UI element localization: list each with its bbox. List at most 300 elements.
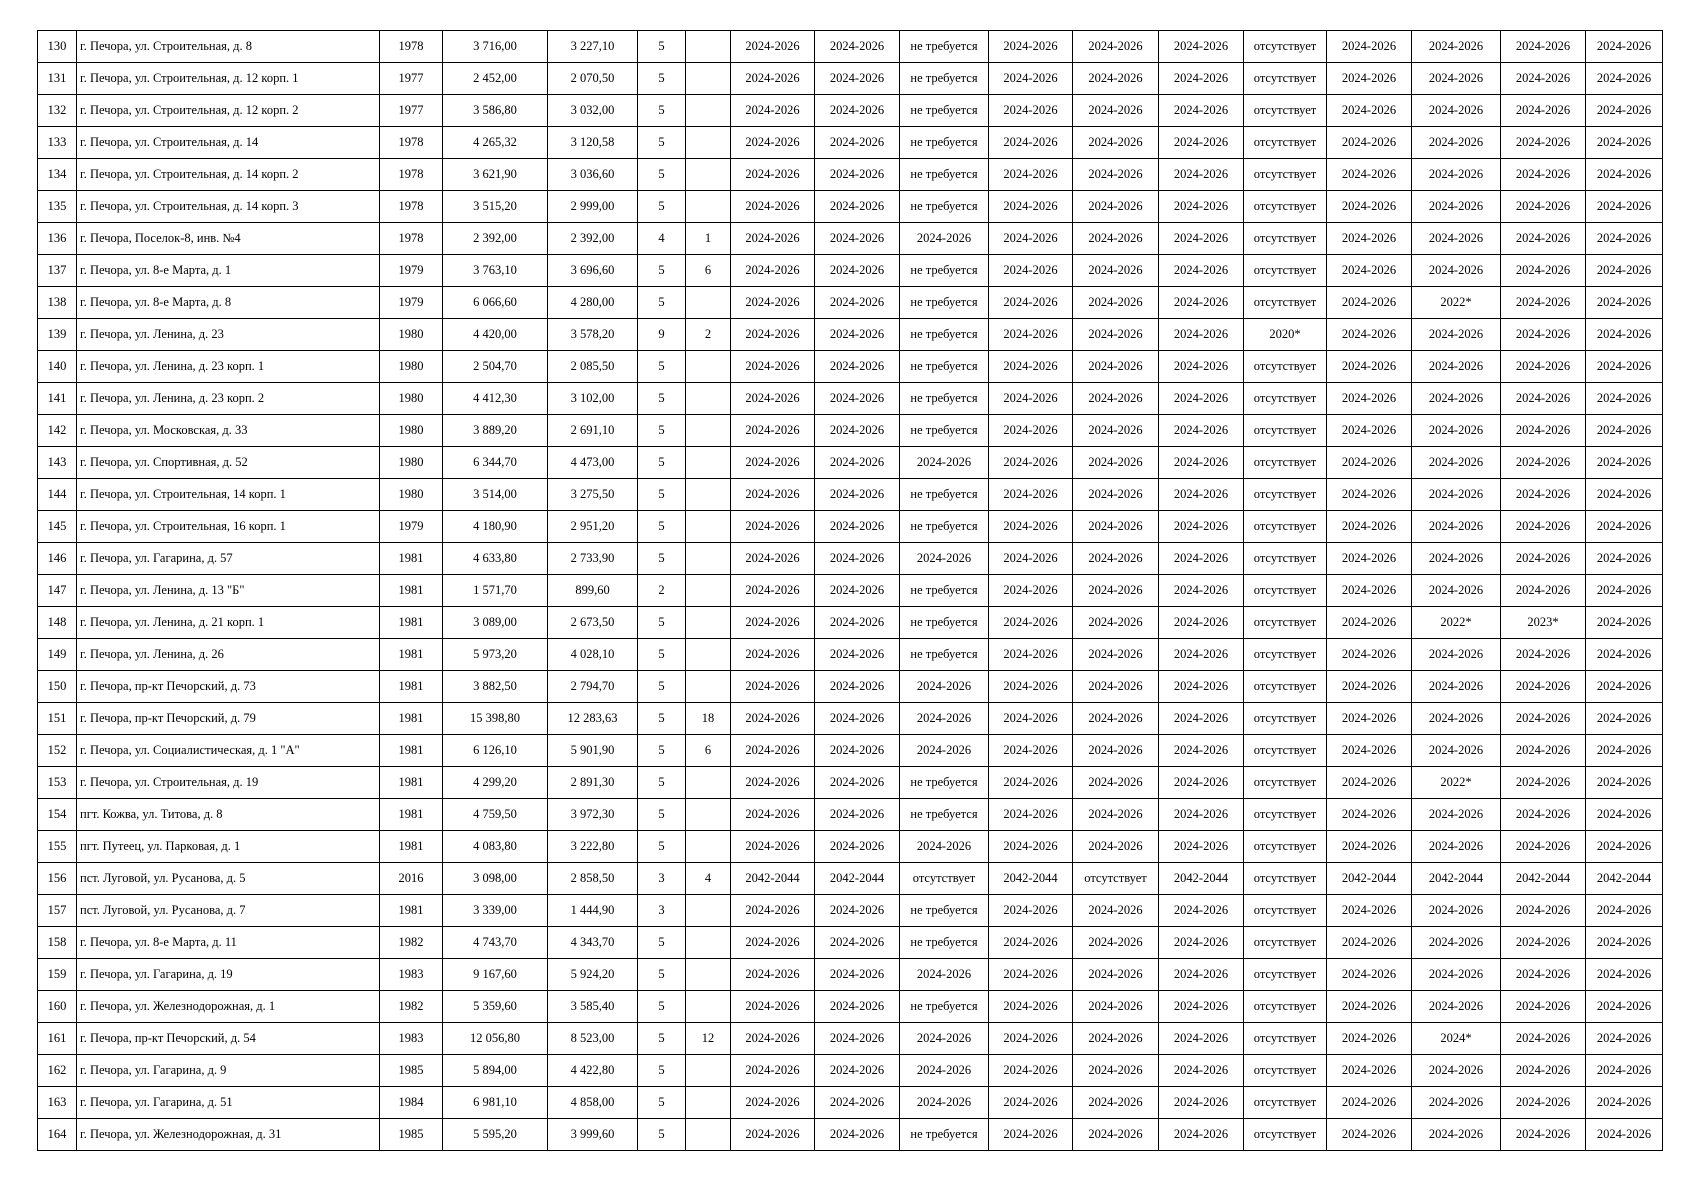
repair-period-cell-1: 2024-2026: [731, 319, 815, 351]
living-area-cell: 5 924,20: [548, 959, 638, 991]
row-number-cell: 136: [38, 223, 77, 255]
repair-period-cell-10: 2024-2026: [1501, 703, 1586, 735]
table-row: [38, 319, 1663, 351]
repair-period-cell-5: 2024-2026: [1073, 255, 1159, 287]
address-cell: г. Печора, ул. Социалистическая, д. 1 "А": [77, 735, 380, 767]
address-cell: г. Печора, ул. Строительная, д. 12 корп. 2: [77, 95, 380, 127]
floors-cell: 5: [638, 703, 686, 735]
repair-period-cell-8: 2024-2026: [1327, 671, 1412, 703]
total-area-cell: 6 126,10: [443, 735, 548, 767]
address-cell: г. Печора, ул. Строительная, д. 12 корп. 1: [77, 63, 380, 95]
repair-period-cell-7: отсутствует: [1244, 287, 1327, 319]
repair-period-cell-8: 2024-2026: [1327, 703, 1412, 735]
repair-period-cell-11: 2024-2026: [1586, 319, 1663, 351]
apartments-cell: [686, 767, 731, 799]
repair-period-cell-2: 2024-2026: [815, 351, 900, 383]
floors-cell: 5: [638, 191, 686, 223]
row-number-cell: 154: [38, 799, 77, 831]
repair-period-cell-3: не требуется: [900, 607, 989, 639]
repair-period-cell-2: 2024-2026: [815, 607, 900, 639]
repair-period-cell-9: 2024-2026: [1412, 959, 1501, 991]
total-area-cell: 3 621,90: [443, 159, 548, 191]
repair-period-cell-10: 2024-2026: [1501, 383, 1586, 415]
living-area-cell: 2 392,00: [548, 223, 638, 255]
repair-period-cell-6: 2024-2026: [1159, 671, 1244, 703]
living-area-cell: 4 343,70: [548, 927, 638, 959]
repair-period-cell-8: 2024-2026: [1327, 575, 1412, 607]
address-cell: г. Печора, ул. 8-е Марта, д. 8: [77, 287, 380, 319]
repair-period-cell-6: 2024-2026: [1159, 575, 1244, 607]
address-cell: г. Печора, ул. Строительная, д. 14 корп. 2: [77, 159, 380, 191]
row-number-cell: 140: [38, 351, 77, 383]
repair-period-cell-2: 2024-2026: [815, 575, 900, 607]
floors-cell: 5: [638, 1119, 686, 1151]
total-area-cell: 4 633,80: [443, 543, 548, 575]
row-number-cell: 145: [38, 511, 77, 543]
repair-period-cell-8: 2024-2026: [1327, 735, 1412, 767]
repair-period-cell-2: 2024-2026: [815, 543, 900, 575]
repair-period-cell-2: 2024-2026: [815, 447, 900, 479]
repair-period-cell-5: 2024-2026: [1073, 447, 1159, 479]
floors-cell: 5: [638, 1023, 686, 1055]
repair-period-cell-6: 2024-2026: [1159, 703, 1244, 735]
row-number-cell: 143: [38, 447, 77, 479]
repair-period-cell-2: 2024-2026: [815, 639, 900, 671]
repair-period-cell-7: отсутствует: [1244, 1119, 1327, 1151]
repair-period-cell-5: 2024-2026: [1073, 895, 1159, 927]
year-cell: 1978: [380, 159, 443, 191]
repair-period-cell-11: 2024-2026: [1586, 287, 1663, 319]
repair-period-cell-7: отсутствует: [1244, 895, 1327, 927]
repair-period-cell-2: 2024-2026: [815, 767, 900, 799]
repair-period-cell-10: 2024-2026: [1501, 1023, 1586, 1055]
repair-period-cell-10: 2024-2026: [1501, 159, 1586, 191]
repair-period-cell-3: не требуется: [900, 383, 989, 415]
row-number-cell: 132: [38, 95, 77, 127]
repair-period-cell-7: отсутствует: [1244, 959, 1327, 991]
address-cell: г. Печора, ул. Ленина, д. 13 "Б": [77, 575, 380, 607]
year-cell: 1981: [380, 639, 443, 671]
repair-period-cell-1: 2024-2026: [731, 479, 815, 511]
repair-period-cell-8: 2024-2026: [1327, 319, 1412, 351]
row-number-cell: 148: [38, 607, 77, 639]
repair-period-cell-6: 2024-2026: [1159, 831, 1244, 863]
repair-period-cell-5: 2024-2026: [1073, 607, 1159, 639]
repair-period-cell-6: 2024-2026: [1159, 1055, 1244, 1087]
repair-period-cell-11: 2024-2026: [1586, 127, 1663, 159]
repair-period-cell-10: 2024-2026: [1501, 831, 1586, 863]
repair-period-cell-3: не требуется: [900, 799, 989, 831]
address-cell: г. Печора, Поселок-8, инв. №4: [77, 223, 380, 255]
table-row: [38, 1119, 1663, 1151]
total-area-cell: 4 180,90: [443, 511, 548, 543]
repair-period-cell-9: 2024-2026: [1412, 1087, 1501, 1119]
total-area-cell: 1 571,70: [443, 575, 548, 607]
document-page: [37, 30, 1663, 1151]
year-cell: 1984: [380, 1087, 443, 1119]
repair-period-cell-7: отсутствует: [1244, 1087, 1327, 1119]
total-area-cell: 5 359,60: [443, 991, 548, 1023]
table-row: [38, 223, 1663, 255]
repair-period-cell-10: 2024-2026: [1501, 927, 1586, 959]
address-cell: г. Печора, ул. 8-е Марта, д. 1: [77, 255, 380, 287]
living-area-cell: 1 444,90: [548, 895, 638, 927]
repair-period-cell-5: 2024-2026: [1073, 575, 1159, 607]
table-row: [38, 511, 1663, 543]
repair-period-cell-9: 2024-2026: [1412, 383, 1501, 415]
table-row: [38, 479, 1663, 511]
row-number-cell: 150: [38, 671, 77, 703]
repair-period-cell-2: 2024-2026: [815, 479, 900, 511]
repair-period-cell-5: 2024-2026: [1073, 767, 1159, 799]
year-cell: 1980: [380, 415, 443, 447]
repair-period-cell-7: отсутствует: [1244, 159, 1327, 191]
repair-period-cell-7: отсутствует: [1244, 671, 1327, 703]
repair-period-cell-3: 2024-2026: [900, 1087, 989, 1119]
apartments-cell: [686, 191, 731, 223]
address-cell: г. Печора, ул. Строительная, 16 корп. 1: [77, 511, 380, 543]
repair-period-cell-1: 2024-2026: [731, 63, 815, 95]
repair-period-cell-11: 2042-2044: [1586, 863, 1663, 895]
repair-period-cell-10: 2024-2026: [1501, 575, 1586, 607]
total-area-cell: 2 452,00: [443, 63, 548, 95]
repair-period-cell-9: 2024-2026: [1412, 447, 1501, 479]
repair-period-cell-6: 2024-2026: [1159, 383, 1244, 415]
apartments-cell: [686, 447, 731, 479]
repair-period-cell-9: 2024-2026: [1412, 639, 1501, 671]
repair-period-cell-4: 2024-2026: [989, 639, 1073, 671]
living-area-cell: 12 283,63: [548, 703, 638, 735]
floors-cell: 5: [638, 543, 686, 575]
repair-period-cell-5: 2024-2026: [1073, 831, 1159, 863]
repair-period-cell-11: 2024-2026: [1586, 703, 1663, 735]
apartments-cell: [686, 927, 731, 959]
table-row: [38, 1055, 1663, 1087]
repair-period-cell-4: 2024-2026: [989, 31, 1073, 63]
repair-period-cell-11: 2024-2026: [1586, 479, 1663, 511]
row-number-cell: 152: [38, 735, 77, 767]
repair-period-cell-5: 2024-2026: [1073, 927, 1159, 959]
repair-period-cell-5: 2024-2026: [1073, 351, 1159, 383]
repair-period-cell-8: 2024-2026: [1327, 191, 1412, 223]
repair-period-cell-4: 2024-2026: [989, 767, 1073, 799]
repair-period-cell-3: 2024-2026: [900, 543, 989, 575]
repair-period-cell-3: 2024-2026: [900, 671, 989, 703]
repair-period-cell-3: не требуется: [900, 1119, 989, 1151]
address-cell: г. Печора, ул. Ленина, д. 23 корп. 1: [77, 351, 380, 383]
repair-period-cell-2: 2024-2026: [815, 1119, 900, 1151]
repair-period-cell-10: 2024-2026: [1501, 1087, 1586, 1119]
repair-period-cell-11: 2024-2026: [1586, 95, 1663, 127]
repair-period-cell-7: отсутствует: [1244, 991, 1327, 1023]
repair-period-cell-1: 2024-2026: [731, 703, 815, 735]
repair-period-cell-5: 2024-2026: [1073, 159, 1159, 191]
repair-period-cell-10: 2024-2026: [1501, 63, 1586, 95]
repair-period-cell-9: 2024-2026: [1412, 351, 1501, 383]
table-row: [38, 959, 1663, 991]
repair-period-cell-3: не требуется: [900, 351, 989, 383]
repair-period-cell-2: 2024-2026: [815, 223, 900, 255]
repair-period-cell-8: 2024-2026: [1327, 1055, 1412, 1087]
floors-cell: 5: [638, 287, 686, 319]
living-area-cell: 2 673,50: [548, 607, 638, 639]
apartments-cell: [686, 479, 731, 511]
living-area-cell: 2 070,50: [548, 63, 638, 95]
apartments-cell: [686, 575, 731, 607]
row-number-cell: 138: [38, 287, 77, 319]
living-area-cell: 4 280,00: [548, 287, 638, 319]
apartments-cell: [686, 415, 731, 447]
repair-period-cell-4: 2024-2026: [989, 607, 1073, 639]
table-row: [38, 575, 1663, 607]
repair-period-cell-1: 2024-2026: [731, 1055, 815, 1087]
repair-period-cell-11: 2024-2026: [1586, 607, 1663, 639]
repair-period-cell-10: 2023*: [1501, 607, 1586, 639]
apartments-cell: 1: [686, 223, 731, 255]
repair-period-cell-9: 2024*: [1412, 1023, 1501, 1055]
table-row: [38, 1087, 1663, 1119]
row-number-cell: 142: [38, 415, 77, 447]
repair-period-cell-9: 2024-2026: [1412, 671, 1501, 703]
repair-period-cell-4: 2024-2026: [989, 287, 1073, 319]
address-cell: г. Печора, ул. Строительная, д. 8: [77, 31, 380, 63]
repair-period-cell-7: отсутствует: [1244, 543, 1327, 575]
repair-period-cell-10: 2024-2026: [1501, 543, 1586, 575]
living-area-cell: 3 227,10: [548, 31, 638, 63]
repair-period-cell-2: 2024-2026: [815, 799, 900, 831]
repair-period-cell-2: 2024-2026: [815, 1055, 900, 1087]
living-area-cell: 3 275,50: [548, 479, 638, 511]
floors-cell: 5: [638, 1055, 686, 1087]
repair-period-cell-1: 2024-2026: [731, 607, 815, 639]
repair-period-cell-10: 2024-2026: [1501, 799, 1586, 831]
apartments-cell: [686, 511, 731, 543]
floors-cell: 5: [638, 799, 686, 831]
floors-cell: 2: [638, 575, 686, 607]
repair-period-cell-7: отсутствует: [1244, 831, 1327, 863]
living-area-cell: 2 999,00: [548, 191, 638, 223]
apartments-cell: 18: [686, 703, 731, 735]
apartments-cell: [686, 1087, 731, 1119]
repair-period-cell-6: 2024-2026: [1159, 159, 1244, 191]
address-cell: г. Печора, ул. Железнодорожная, д. 31: [77, 1119, 380, 1151]
repair-period-cell-4: 2024-2026: [989, 927, 1073, 959]
repair-period-cell-4: 2024-2026: [989, 511, 1073, 543]
repair-period-cell-2: 2024-2026: [815, 959, 900, 991]
repair-period-cell-8: 2024-2026: [1327, 1119, 1412, 1151]
repair-period-cell-4: 2024-2026: [989, 703, 1073, 735]
repair-period-cell-1: 2024-2026: [731, 735, 815, 767]
repair-period-cell-10: 2024-2026: [1501, 351, 1586, 383]
total-area-cell: 15 398,80: [443, 703, 548, 735]
repair-period-cell-8: 2024-2026: [1327, 223, 1412, 255]
repair-period-cell-8: 2024-2026: [1327, 479, 1412, 511]
repair-period-cell-3: не требуется: [900, 191, 989, 223]
table-row: [38, 191, 1663, 223]
year-cell: 1981: [380, 607, 443, 639]
apartments-cell: [686, 1055, 731, 1087]
repair-period-cell-9: 2022*: [1412, 287, 1501, 319]
apartments-cell: 12: [686, 1023, 731, 1055]
apartments-cell: [686, 159, 731, 191]
living-area-cell: 4 473,00: [548, 447, 638, 479]
repair-period-cell-10: 2024-2026: [1501, 255, 1586, 287]
repair-period-cell-7: отсутствует: [1244, 191, 1327, 223]
row-number-cell: 144: [38, 479, 77, 511]
repair-period-cell-1: 2024-2026: [731, 831, 815, 863]
apartments-cell: [686, 31, 731, 63]
repair-period-cell-9: 2024-2026: [1412, 991, 1501, 1023]
address-cell: пст. Луговой, ул. Русанова, д. 7: [77, 895, 380, 927]
repair-period-cell-11: 2024-2026: [1586, 767, 1663, 799]
row-number-cell: 139: [38, 319, 77, 351]
repair-period-cell-7: отсутствует: [1244, 927, 1327, 959]
repair-period-cell-6: 2024-2026: [1159, 95, 1244, 127]
repair-period-cell-5: 2024-2026: [1073, 63, 1159, 95]
table-body: [38, 31, 1663, 1151]
floors-cell: 3: [638, 863, 686, 895]
total-area-cell: 3 089,00: [443, 607, 548, 639]
repair-period-cell-6: 2024-2026: [1159, 415, 1244, 447]
floors-cell: 5: [638, 31, 686, 63]
repair-period-cell-3: 2024-2026: [900, 1055, 989, 1087]
living-area-cell: 3 696,60: [548, 255, 638, 287]
repair-period-cell-9: 2024-2026: [1412, 831, 1501, 863]
repair-period-cell-6: 2024-2026: [1159, 639, 1244, 671]
table-row: [38, 31, 1663, 63]
floors-cell: 5: [638, 735, 686, 767]
apartments-cell: [686, 607, 731, 639]
repair-period-cell-2: 2042-2044: [815, 863, 900, 895]
address-cell: пгт. Кожва, ул. Титова, д. 8: [77, 799, 380, 831]
repair-period-cell-10: 2024-2026: [1501, 991, 1586, 1023]
apartments-cell: 6: [686, 255, 731, 287]
apartments-cell: [686, 831, 731, 863]
repair-period-cell-9: 2024-2026: [1412, 415, 1501, 447]
repair-period-cell-11: 2024-2026: [1586, 447, 1663, 479]
living-area-cell: 8 523,00: [548, 1023, 638, 1055]
repair-period-cell-7: отсутствует: [1244, 31, 1327, 63]
table-row: [38, 351, 1663, 383]
repair-period-cell-3: 2024-2026: [900, 1023, 989, 1055]
repair-period-cell-7: отсутствует: [1244, 799, 1327, 831]
repair-period-cell-5: 2024-2026: [1073, 319, 1159, 351]
repair-period-cell-10: 2024-2026: [1501, 767, 1586, 799]
apartments-cell: [686, 351, 731, 383]
repair-period-cell-2: 2024-2026: [815, 735, 900, 767]
year-cell: 1981: [380, 895, 443, 927]
floors-cell: 5: [638, 255, 686, 287]
address-cell: г. Печора, ул. Спортивная, д. 52: [77, 447, 380, 479]
row-number-cell: 131: [38, 63, 77, 95]
repair-period-cell-7: отсутствует: [1244, 575, 1327, 607]
repair-period-cell-9: 2024-2026: [1412, 95, 1501, 127]
repair-period-cell-9: 2024-2026: [1412, 927, 1501, 959]
repair-period-cell-6: 2024-2026: [1159, 1119, 1244, 1151]
repair-period-cell-8: 2024-2026: [1327, 63, 1412, 95]
total-area-cell: 3 098,00: [443, 863, 548, 895]
repair-period-cell-11: 2024-2026: [1586, 31, 1663, 63]
repair-period-cell-8: 2024-2026: [1327, 991, 1412, 1023]
repair-period-cell-7: отсутствует: [1244, 607, 1327, 639]
repair-period-cell-1: 2024-2026: [731, 895, 815, 927]
year-cell: 1985: [380, 1119, 443, 1151]
table-row: [38, 95, 1663, 127]
repair-period-cell-6: 2024-2026: [1159, 319, 1244, 351]
year-cell: 1979: [380, 287, 443, 319]
floors-cell: 5: [638, 927, 686, 959]
repair-period-cell-6: 2024-2026: [1159, 223, 1244, 255]
repair-period-cell-6: 2024-2026: [1159, 351, 1244, 383]
row-number-cell: 157: [38, 895, 77, 927]
repair-period-cell-8: 2024-2026: [1327, 383, 1412, 415]
total-area-cell: 12 056,80: [443, 1023, 548, 1055]
row-number-cell: 156: [38, 863, 77, 895]
row-number-cell: 147: [38, 575, 77, 607]
repair-period-cell-7: отсутствует: [1244, 735, 1327, 767]
total-area-cell: 3 889,20: [443, 415, 548, 447]
repair-period-cell-5: 2024-2026: [1073, 415, 1159, 447]
repair-period-cell-6: 2024-2026: [1159, 1087, 1244, 1119]
living-area-cell: 4 422,80: [548, 1055, 638, 1087]
repair-period-cell-1: 2042-2044: [731, 863, 815, 895]
year-cell: 1981: [380, 831, 443, 863]
repair-period-cell-10: 2024-2026: [1501, 1119, 1586, 1151]
year-cell: 1978: [380, 127, 443, 159]
repair-period-cell-4: 2024-2026: [989, 575, 1073, 607]
total-area-cell: 5 973,20: [443, 639, 548, 671]
repair-period-cell-7: 2020*: [1244, 319, 1327, 351]
repair-period-cell-7: отсутствует: [1244, 479, 1327, 511]
year-cell: 1978: [380, 191, 443, 223]
table-row: [38, 255, 1663, 287]
living-area-cell: 3 972,30: [548, 799, 638, 831]
repair-period-cell-9: 2024-2026: [1412, 479, 1501, 511]
repair-period-cell-7: отсутствует: [1244, 767, 1327, 799]
repair-period-cell-9: 2022*: [1412, 767, 1501, 799]
repair-period-cell-10: 2024-2026: [1501, 479, 1586, 511]
apartments-cell: [686, 639, 731, 671]
repair-period-cell-11: 2024-2026: [1586, 63, 1663, 95]
year-cell: 1979: [380, 511, 443, 543]
repair-period-cell-3: не требуется: [900, 895, 989, 927]
year-cell: 1981: [380, 767, 443, 799]
repair-period-cell-5: 2024-2026: [1073, 287, 1159, 319]
repair-period-cell-6: 2024-2026: [1159, 63, 1244, 95]
repair-period-cell-8: 2024-2026: [1327, 255, 1412, 287]
repair-period-cell-5: 2024-2026: [1073, 639, 1159, 671]
repair-period-cell-9: 2024-2026: [1412, 127, 1501, 159]
repair-period-cell-10: 2024-2026: [1501, 127, 1586, 159]
address-cell: г. Печора, ул. Строительная, 14 корп. 1: [77, 479, 380, 511]
repair-period-cell-1: 2024-2026: [731, 991, 815, 1023]
table-row: [38, 927, 1663, 959]
apartments-cell: 6: [686, 735, 731, 767]
repair-period-cell-11: 2024-2026: [1586, 191, 1663, 223]
total-area-cell: 5 894,00: [443, 1055, 548, 1087]
repair-period-cell-11: 2024-2026: [1586, 735, 1663, 767]
living-area-cell: 3 120,58: [548, 127, 638, 159]
repair-period-cell-11: 2024-2026: [1586, 1119, 1663, 1151]
repair-period-cell-4: 2024-2026: [989, 799, 1073, 831]
repair-period-cell-3: 2024-2026: [900, 735, 989, 767]
repair-period-cell-5: 2024-2026: [1073, 479, 1159, 511]
repair-period-cell-5: 2024-2026: [1073, 799, 1159, 831]
year-cell: 1981: [380, 735, 443, 767]
repair-period-cell-1: 2024-2026: [731, 639, 815, 671]
repair-period-cell-8: 2024-2026: [1327, 767, 1412, 799]
address-cell: г. Печора, ул. Ленина, д. 23 корп. 2: [77, 383, 380, 415]
